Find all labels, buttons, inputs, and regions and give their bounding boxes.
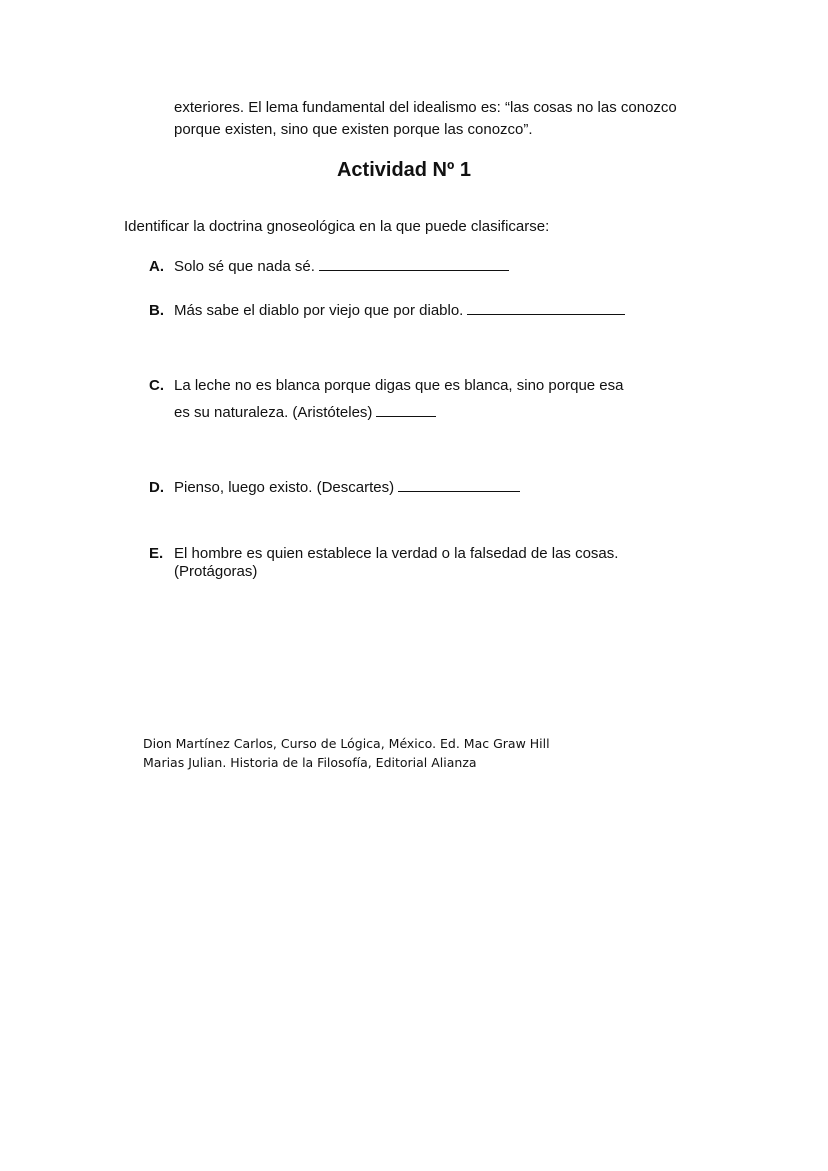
item-text-continued: es su naturaleza. (Aristóteles) — [174, 404, 373, 421]
intro-line-1: exteriores. El lema fundamental del idealismo es: “las cosas no las conozco — [174, 99, 677, 116]
activity-title: Actividad Nº 1 — [336, 159, 471, 181]
item-c-line-2 — [174, 402, 436, 424]
item-a — [149, 256, 509, 278]
item-d — [149, 477, 520, 499]
item-b — [149, 300, 625, 322]
answer-blank[interactable] — [319, 256, 509, 271]
item-text: Pienso, luego existo. (Descartes) — [174, 479, 395, 496]
item-text: Solo sé que nada sé. — [174, 258, 315, 275]
activity-instruction: Identificar la doctrina gnoseológica en la que puede clasificarse: — [124, 218, 550, 235]
item-letter: C. — [149, 377, 164, 394]
reference-2: Marias Julian. Historia de la Filosofía, Editorial Alianza — [143, 755, 477, 770]
item-text: Más sabe el diablo por viejo que por diablo. — [174, 302, 464, 319]
intro-line-2: porque existen, sino que existen porque las conozco”. — [174, 121, 533, 138]
item-letter: B. — [149, 302, 164, 319]
item-e-line-2: (Protágoras) — [174, 563, 258, 580]
answer-blank[interactable] — [467, 300, 625, 315]
item-text: El hombre es quien establece la verdad o la falsedad de las cosas. — [174, 545, 619, 562]
reference-1: Dion Martínez Carlos, Curso de Lógica, México. Ed. Mac Graw Hill — [143, 736, 550, 751]
item-letter: E. — [149, 545, 164, 562]
item-letter: A. — [149, 258, 164, 275]
item-letter: D. — [149, 479, 164, 496]
answer-blank[interactable] — [376, 402, 436, 417]
item-text: La leche no es blanca porque digas que es blanca, sino porque esa — [174, 377, 624, 394]
answer-blank[interactable] — [398, 477, 520, 492]
item-c — [149, 375, 624, 397]
